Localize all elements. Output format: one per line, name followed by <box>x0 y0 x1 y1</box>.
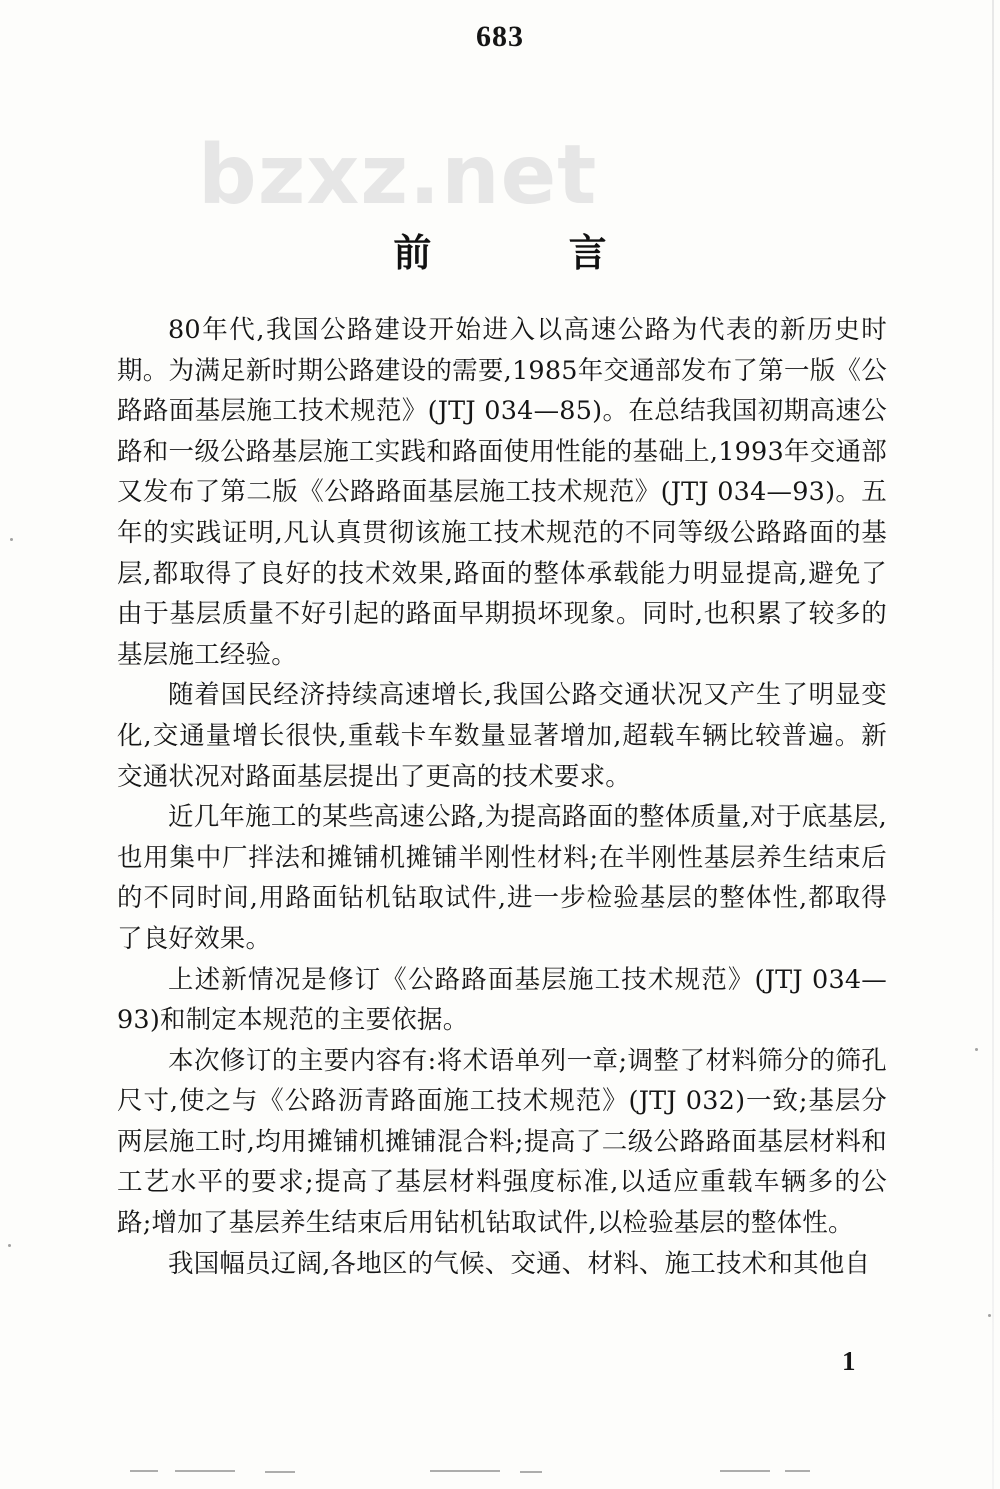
paragraph: 本次修订的主要内容有:将术语单列一章;调整了材料筛分的筛孔尺寸,使之与《公路沥青路面施工技术规范》(JTJ 032)一致;基层分两层施工时,均用摊铺机摊铺混合料;提高了二级公路路面基层材料和工艺水平的要求;提高了基层材料强度标准,以适应重载车辆多的公路;增加了基层养生结束后用钻机钻取试件,以检验基层的整体性。 <box>117 1045 887 1239</box>
scan-speck <box>10 538 13 541</box>
paragraph: 随着国民经济持续高速增长,我国公路交通状况又产生了明显变化,交通量增长很快,重载卡车数量显著增加,超载车辆比较普遍。新交通状况对路面基层提出了更高的技术要求。 <box>117 680 887 792</box>
page-title: 前 言 <box>393 231 669 275</box>
source-page-number: 683 <box>476 20 524 53</box>
watermark: bzxz.net <box>198 128 598 223</box>
scan-artifact <box>720 1470 770 1472</box>
foreword-body <box>117 310 887 1284</box>
paragraph: 上述新情况是修订《公路路面基层施工技术规范》(JTJ 034—93)和制定本规范的主要依据。 <box>117 964 887 1036</box>
paragraph: 近几年施工的某些高速公路,为提高路面的整体质量,对于底基层,也用集中厂拌法和摊铺机摊铺半刚性材料;在半刚性基层养生结束后的不同时间,用路面钻机钻取试件,进一步检验基层的整体性,都取得了良好效果。 <box>117 802 887 954</box>
paragraph: 80年代,我国公路建设开始进入以高速公路为代表的新历史时期。为满足新时期公路建设的需要,1985年交通部发布了第一版《公路路面基层施工技术规范》(JTJ 034—85)。在总结我国初期高速公路和一级公路基层施工实践和路面使用性能的基础上,1993年交通部又发布了第二版《公路路面基层施工技术规范》(JTJ 034—93)。五年的实践证明,凡认真贯彻该施工技术规范的不同等级公路路面的基层,都取得了良好的技术效果,路面的整体承载能力明显提高,避免了由于基层质量不好引起的路面早期损坏现象。同时,也积累了较多的基层施工经验。 <box>117 315 887 670</box>
paragraph: 我国幅员辽阔,各地区的气候、交通、材料、施工技术和其他自 <box>168 1248 871 1279</box>
scan-artifact <box>130 1470 158 1472</box>
scan-artifact <box>265 1471 295 1473</box>
scan-artifact <box>785 1470 810 1472</box>
scan-speck <box>988 1314 991 1317</box>
scan-artifact <box>430 1470 500 1472</box>
scan-artifact <box>175 1470 235 1472</box>
scan-artifacts <box>0 1462 1000 1482</box>
scan-speck <box>8 1244 11 1247</box>
scan-speck <box>975 1048 978 1051</box>
scan-artifact <box>520 1471 542 1473</box>
page-number: 1 <box>842 1346 856 1376</box>
